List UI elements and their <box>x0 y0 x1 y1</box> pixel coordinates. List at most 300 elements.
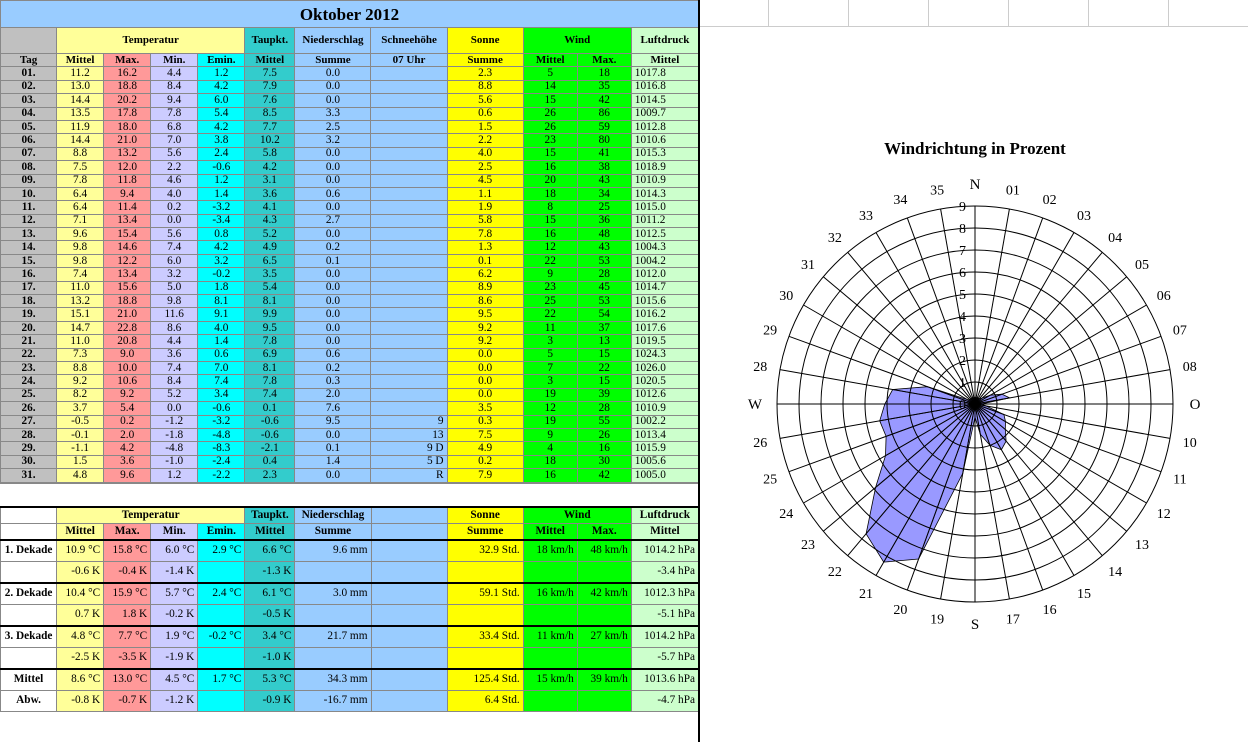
header-niederschlag: Niederschlag <box>295 28 371 54</box>
cell-max: 0.2 <box>104 415 151 428</box>
radial-tick-label: 6 <box>959 266 966 281</box>
cell-sonne: 1.5 <box>447 120 523 133</box>
cell-max: 16.2 <box>104 67 151 80</box>
dekade-blank <box>371 540 447 562</box>
day-row <box>1 281 699 294</box>
cell-mittel: 8.8 <box>57 361 104 374</box>
dev-wind-max <box>577 561 631 583</box>
daily-weather-table <box>0 0 699 483</box>
radial-tick-label: 8 <box>959 222 966 237</box>
dev-niederschlag <box>295 561 371 583</box>
day-row <box>1 388 699 401</box>
day-row <box>1 161 699 174</box>
cell-mittel: 9.8 <box>57 241 104 254</box>
cell-wind-max: 15 <box>577 375 631 388</box>
cell-taupkt: 4.3 <box>245 214 295 227</box>
sector-label: 34 <box>893 193 908 209</box>
cell-min: 5.6 <box>151 228 198 241</box>
cell-min: 4.6 <box>151 174 198 187</box>
cell-emin: 1.2 <box>198 67 245 80</box>
header-luftdruck: Luftdruck <box>631 28 698 54</box>
cell-taupkt: 10.2 <box>245 134 295 147</box>
cell-schneehoehe: 9 D <box>371 442 447 455</box>
cell-wind-max: 22 <box>577 361 631 374</box>
cell-taupkt: 8.1 <box>245 361 295 374</box>
cell-wind-max: 43 <box>577 241 631 254</box>
dev-wind-max <box>577 647 631 669</box>
cell-wind-max: 53 <box>577 295 631 308</box>
month-wind-max: 39 km/h <box>577 669 631 691</box>
dekade-emin: 2.4 °C <box>198 583 245 605</box>
cell-niederschlag: 0.0 <box>295 469 371 482</box>
cell-luftdruck: 1019.5 <box>631 335 698 348</box>
cell-mittel: 4.8 <box>57 469 104 482</box>
cell-luftdruck: 1005.0 <box>631 469 698 482</box>
day-row <box>1 67 699 80</box>
cell-schneehoehe: 5 D <box>371 455 447 468</box>
cell-max: 3.6 <box>104 455 151 468</box>
cell-tag: 30. <box>1 455 57 468</box>
sector-label: 02 <box>1042 193 1057 209</box>
sector-label: 11 <box>1173 472 1187 488</box>
header-emin: Emin. <box>198 54 245 67</box>
cell-wind-mittel: 18 <box>523 455 577 468</box>
cell-min: -1.8 <box>151 428 198 441</box>
dev-blank <box>371 647 447 669</box>
cell-mittel: 7.8 <box>57 174 104 187</box>
cell-schneehoehe <box>371 134 447 147</box>
cell-mittel: 15.1 <box>57 308 104 321</box>
cell-max: 13.4 <box>104 268 151 281</box>
cell-wind-max: 26 <box>577 428 631 441</box>
cell-schneehoehe: 13 <box>371 428 447 441</box>
cell-wind-max: 45 <box>577 281 631 294</box>
sector-label: 03 <box>1077 209 1091 225</box>
sector-label: 21 <box>859 586 873 602</box>
cell-taupkt: 9.9 <box>245 308 295 321</box>
cell-emin: 0.8 <box>198 228 245 241</box>
sector-label: 14 <box>1108 565 1123 580</box>
cell-mittel: 14.7 <box>57 321 104 334</box>
cell-schneehoehe <box>371 335 447 348</box>
cell-wind-max: 39 <box>577 388 631 401</box>
sum-header-sonne-summe: Summe <box>447 523 523 540</box>
cell-max: 17.8 <box>104 107 151 120</box>
sector-label: 01 <box>1005 183 1020 199</box>
cell-wind-mittel: 5 <box>523 67 577 80</box>
cell-mittel: 14.4 <box>57 134 104 147</box>
cell-emin: 5.4 <box>198 107 245 120</box>
header-taupkt: Taupkt. <box>245 28 295 54</box>
dev-niederschlag <box>295 647 371 669</box>
cell-tag: 25. <box>1 388 57 401</box>
cell-wind-mittel: 11 <box>523 321 577 334</box>
cell-niederschlag: 0.0 <box>295 295 371 308</box>
cell-wind-mittel: 9 <box>523 268 577 281</box>
sum-header-blank <box>1 507 57 524</box>
cell-wind-mittel: 3 <box>523 375 577 388</box>
cell-max: 9.6 <box>104 469 151 482</box>
cell-max: 4.2 <box>104 442 151 455</box>
cell-luftdruck: 1010.6 <box>631 134 698 147</box>
cell-min: 8.4 <box>151 375 198 388</box>
dekade-label: 1. Dekade <box>1 540 57 562</box>
day-row <box>1 254 699 267</box>
sector-label: 35 <box>930 183 945 199</box>
cell-niederschlag: 2.0 <box>295 388 371 401</box>
cell-max: 10.6 <box>104 375 151 388</box>
dekade-max: 15.9 °C <box>104 583 151 605</box>
cell-wind-mittel: 22 <box>523 308 577 321</box>
cell-mittel: 7.4 <box>57 268 104 281</box>
sector-label: 15 <box>1077 586 1091 602</box>
sum-header-mittel: Mittel <box>57 523 104 540</box>
cell-mittel: 9.2 <box>57 375 104 388</box>
cell-emin: 4.2 <box>198 241 245 254</box>
cell-niederschlag: 0.0 <box>295 268 371 281</box>
cell-sonne: 0.2 <box>447 455 523 468</box>
cell-wind-max: 86 <box>577 107 631 120</box>
cell-luftdruck: 1004.2 <box>631 254 698 267</box>
dev-blank <box>371 604 447 626</box>
sector-label: S <box>970 617 980 633</box>
cell-max: 12.0 <box>104 161 151 174</box>
abw-label: Abw. <box>1 690 57 711</box>
day-row <box>1 428 699 441</box>
sector-label: 20 <box>893 602 908 618</box>
cell-schneehoehe <box>371 67 447 80</box>
sector-label: 07 <box>1172 323 1187 339</box>
cell-luftdruck: 1010.9 <box>631 174 698 187</box>
dev-sonne <box>447 604 523 626</box>
cell-tag: 12. <box>1 214 57 227</box>
page-title: Oktober 2012 <box>1 1 699 28</box>
dekade-wind-max: 27 km/h <box>577 626 631 648</box>
cell-sonne: 5.8 <box>447 214 523 227</box>
header-nied-summe: Summe <box>295 54 371 67</box>
abw-wind-max <box>577 690 631 711</box>
cell-luftdruck: 1017.8 <box>631 67 698 80</box>
cell-sonne: 0.0 <box>447 388 523 401</box>
cell-emin: 7.4 <box>198 375 245 388</box>
cell-schneehoehe <box>371 241 447 254</box>
cell-tag: 05. <box>1 120 57 133</box>
cell-sonne: 0.1 <box>447 254 523 267</box>
dev-min: -1.4 K <box>151 561 198 583</box>
cell-niederschlag: 0.0 <box>295 161 371 174</box>
month-wind-mittel: 15 km/h <box>523 669 577 691</box>
cell-sonne: 1.3 <box>447 241 523 254</box>
sector-label: 04 <box>1108 231 1123 246</box>
dekade-wind-mittel: 16 km/h <box>523 583 577 605</box>
cell-luftdruck: 1012.8 <box>631 120 698 133</box>
header-sonne-summe: Summe <box>447 54 523 67</box>
cell-tag: 22. <box>1 348 57 361</box>
cell-mittel: 14.4 <box>57 94 104 107</box>
dekade-taupkt: 6.6 °C <box>245 540 295 562</box>
cell-sonne: 4.5 <box>447 174 523 187</box>
sector-label: 29 <box>763 323 778 339</box>
cell-taupkt: 3.6 <box>245 187 295 200</box>
cell-wind-mittel: 19 <box>523 415 577 428</box>
cell-wind-mittel: 14 <box>523 80 577 93</box>
abw-max: -0.7 K <box>104 690 151 711</box>
sector-label: 26 <box>753 435 768 451</box>
cell-luftdruck: 1014.3 <box>631 187 698 200</box>
sector-label: N <box>969 177 981 193</box>
dekade-wind-max: 48 km/h <box>577 540 631 562</box>
cell-min: -4.8 <box>151 442 198 455</box>
sum-header-luftdruck: Luftdruck <box>631 507 698 524</box>
cell-taupkt: 5.4 <box>245 281 295 294</box>
cell-min: 7.0 <box>151 134 198 147</box>
sector-label: O <box>1189 397 1201 413</box>
cell-sonne: 2.3 <box>447 67 523 80</box>
cell-emin: -2.2 <box>198 469 245 482</box>
cell-mittel: -1.1 <box>57 442 104 455</box>
sector-label: 05 <box>1135 257 1149 273</box>
cell-sonne: 0.0 <box>447 375 523 388</box>
sector-label: 17 <box>1005 612 1020 628</box>
dekade-niederschlag: 21.7 mm <box>295 626 371 648</box>
cell-schneehoehe <box>371 375 447 388</box>
cell-tag: 26. <box>1 402 57 415</box>
day-row <box>1 415 699 428</box>
cell-wind-mittel: 26 <box>523 107 577 120</box>
sum-header-emin: Emin. <box>198 523 245 540</box>
month-taupkt: 5.3 °C <box>245 669 295 691</box>
cell-wind-max: 25 <box>577 201 631 214</box>
dekade-blank <box>371 626 447 648</box>
cell-tag: 21. <box>1 335 57 348</box>
cell-max: 21.0 <box>104 308 151 321</box>
dev-taupkt: -0.5 K <box>245 604 295 626</box>
cell-wind-mittel: 4 <box>523 442 577 455</box>
dekade-mittel: 4.8 °C <box>57 626 104 648</box>
dekade-taupkt: 6.1 °C <box>245 583 295 605</box>
cell-sonne: 8.6 <box>447 295 523 308</box>
dev-sonne <box>447 561 523 583</box>
cell-wind-mittel: 15 <box>523 147 577 160</box>
abw-druck: -4.7 hPa <box>631 690 698 711</box>
cell-mittel: 11.9 <box>57 120 104 133</box>
dekade-deviation-row <box>1 561 699 583</box>
cell-niederschlag: 0.0 <box>295 308 371 321</box>
dekade-max: 7.7 °C <box>104 626 151 648</box>
cell-taupkt: 3.5 <box>245 268 295 281</box>
cell-luftdruck: 1014.7 <box>631 281 698 294</box>
day-row <box>1 402 699 415</box>
cell-min: 4.4 <box>151 67 198 80</box>
dekade-wind-mittel: 18 km/h <box>523 540 577 562</box>
dev-druck: -5.7 hPa <box>631 647 698 669</box>
cell-max: 9.4 <box>104 187 151 200</box>
sum-header-temperatur: Temperatur <box>57 507 245 524</box>
cell-taupkt: 3.1 <box>245 174 295 187</box>
cell-tag: 19. <box>1 308 57 321</box>
cell-sonne: 0.0 <box>447 361 523 374</box>
dekade-min: 5.7 °C <box>151 583 198 605</box>
cell-tag: 03. <box>1 94 57 107</box>
cell-taupkt: 8.1 <box>245 295 295 308</box>
dev-mittel: 0.7 K <box>57 604 104 626</box>
cell-mittel: 8.2 <box>57 388 104 401</box>
cell-luftdruck: 1016.8 <box>631 80 698 93</box>
cell-niederschlag: 0.2 <box>295 361 371 374</box>
cell-luftdruck: 1012.5 <box>631 228 698 241</box>
cell-sonne: 0.0 <box>447 348 523 361</box>
cell-emin: 3.2 <box>198 254 245 267</box>
cell-mittel: 13.2 <box>57 295 104 308</box>
cell-wind-mittel: 18 <box>523 187 577 200</box>
dev-emin <box>198 647 245 669</box>
day-row <box>1 80 699 93</box>
cell-tag: 14. <box>1 241 57 254</box>
cell-niederschlag: 0.1 <box>295 254 371 267</box>
cell-max: 5.4 <box>104 402 151 415</box>
cell-min: 0.0 <box>151 214 198 227</box>
dekade-row <box>1 583 699 605</box>
cell-niederschlag: 3.2 <box>295 134 371 147</box>
day-row <box>1 348 699 361</box>
cell-min: 3.2 <box>151 268 198 281</box>
abw-niederschlag: -16.7 mm <box>295 690 371 711</box>
cell-wind-max: 16 <box>577 442 631 455</box>
cell-luftdruck: 1002.2 <box>631 415 698 428</box>
dev-wind-mittel <box>523 647 577 669</box>
radial-tick-label: 1 <box>959 376 966 391</box>
cell-sonne: 8.9 <box>447 281 523 294</box>
header-wind-max: Max. <box>577 54 631 67</box>
month-mittel: 8.6 °C <box>57 669 104 691</box>
cell-min: 6.8 <box>151 120 198 133</box>
cell-niederschlag: 0.6 <box>295 187 371 200</box>
cell-min: 6.0 <box>151 254 198 267</box>
cell-wind-max: 35 <box>577 80 631 93</box>
dev-niederschlag <box>295 604 371 626</box>
dekade-sonne: 59.1 Std. <box>447 583 523 605</box>
cell-wind-max: 41 <box>577 147 631 160</box>
cell-niederschlag: 2.5 <box>295 120 371 133</box>
cell-max: 13.2 <box>104 147 151 160</box>
cell-min: -1.0 <box>151 455 198 468</box>
cell-tag: 04. <box>1 107 57 120</box>
dev-wind-max <box>577 604 631 626</box>
cell-wind-mittel: 9 <box>523 428 577 441</box>
cell-taupkt: 7.5 <box>245 67 295 80</box>
sector-label: 24 <box>779 507 794 522</box>
cell-wind-mittel: 19 <box>523 388 577 401</box>
sum-header-taupkt-mittel: Mittel <box>245 523 295 540</box>
cell-luftdruck: 1012.0 <box>631 268 698 281</box>
cell-luftdruck: 1024.3 <box>631 348 698 361</box>
day-row <box>1 187 699 200</box>
cell-wind-mittel: 12 <box>523 402 577 415</box>
header-temperatur: Temperatur <box>57 28 245 54</box>
cell-taupkt: 7.9 <box>245 80 295 93</box>
cell-luftdruck: 1004.3 <box>631 241 698 254</box>
cell-luftdruck: 1012.6 <box>631 388 698 401</box>
cell-taupkt: 6.9 <box>245 348 295 361</box>
cell-wind-mittel: 20 <box>523 174 577 187</box>
dekade-sonne: 33.4 Std. <box>447 626 523 648</box>
cell-wind-mittel: 23 <box>523 134 577 147</box>
cell-wind-max: 28 <box>577 402 631 415</box>
radial-tick-label: 3 <box>959 332 966 347</box>
cell-niederschlag: 0.0 <box>295 147 371 160</box>
dekade-wind-mittel: 11 km/h <box>523 626 577 648</box>
sector-label: 13 <box>1135 538 1149 554</box>
cell-max: 15.4 <box>104 228 151 241</box>
sum-header-nied-summe: Summe <box>295 523 371 540</box>
cell-wind-max: 59 <box>577 120 631 133</box>
day-row <box>1 442 699 455</box>
cell-luftdruck: 1020.5 <box>631 375 698 388</box>
header-min: Min. <box>151 54 198 67</box>
sector-label: 25 <box>763 472 778 488</box>
dekade-niederschlag: 9.6 mm <box>295 540 371 562</box>
cell-niederschlag: 2.7 <box>295 214 371 227</box>
wind-rose-chart <box>700 26 1248 742</box>
cell-sonne: 3.5 <box>447 402 523 415</box>
dev-mittel: -0.6 K <box>57 561 104 583</box>
cell-wind-max: 30 <box>577 455 631 468</box>
sum-header-blank2 <box>371 507 447 524</box>
header-taupkt-mittel: Mittel <box>245 54 295 67</box>
abw-mittel: -0.8 K <box>57 690 104 711</box>
cell-taupkt: 4.2 <box>245 161 295 174</box>
cell-mittel: 13.0 <box>57 80 104 93</box>
cell-sonne: 1.9 <box>447 201 523 214</box>
cell-max: 11.4 <box>104 201 151 214</box>
cell-schneehoehe <box>371 120 447 133</box>
cell-schneehoehe <box>371 174 447 187</box>
cell-wind-mittel: 12 <box>523 241 577 254</box>
cell-niederschlag: 0.0 <box>295 281 371 294</box>
sector-label: 32 <box>827 231 842 246</box>
day-row <box>1 134 699 147</box>
dev-wind-mittel <box>523 604 577 626</box>
cell-wind-max: 18 <box>577 67 631 80</box>
cell-wind-mittel: 16 <box>523 161 577 174</box>
cell-schneehoehe <box>371 161 447 174</box>
cell-tag: 20. <box>1 321 57 334</box>
cell-emin: 1.2 <box>198 174 245 187</box>
day-row <box>1 308 699 321</box>
cell-min: 11.6 <box>151 308 198 321</box>
dekade-druck: 1012.3 hPa <box>631 583 698 605</box>
cell-sonne: 0.3 <box>447 415 523 428</box>
cell-tag: 17. <box>1 281 57 294</box>
cell-mittel: 11.0 <box>57 281 104 294</box>
cell-emin: -4.8 <box>198 428 245 441</box>
dev-max: -3.5 K <box>104 647 151 669</box>
sector-label: 10 <box>1182 435 1197 451</box>
month-deviation-row <box>1 690 699 711</box>
cell-max: 13.4 <box>104 214 151 227</box>
cell-wind-max: 55 <box>577 415 631 428</box>
cell-wind-mittel: 23 <box>523 281 577 294</box>
day-row <box>1 268 699 281</box>
cell-schneehoehe <box>371 321 447 334</box>
cell-taupkt: 5.2 <box>245 228 295 241</box>
cell-taupkt: 7.6 <box>245 94 295 107</box>
cell-niederschlag: 0.0 <box>295 201 371 214</box>
sector-label: 33 <box>859 209 873 225</box>
cell-wind-mittel: 16 <box>523 469 577 482</box>
cell-max: 18.0 <box>104 120 151 133</box>
cell-wind-max: 37 <box>577 321 631 334</box>
